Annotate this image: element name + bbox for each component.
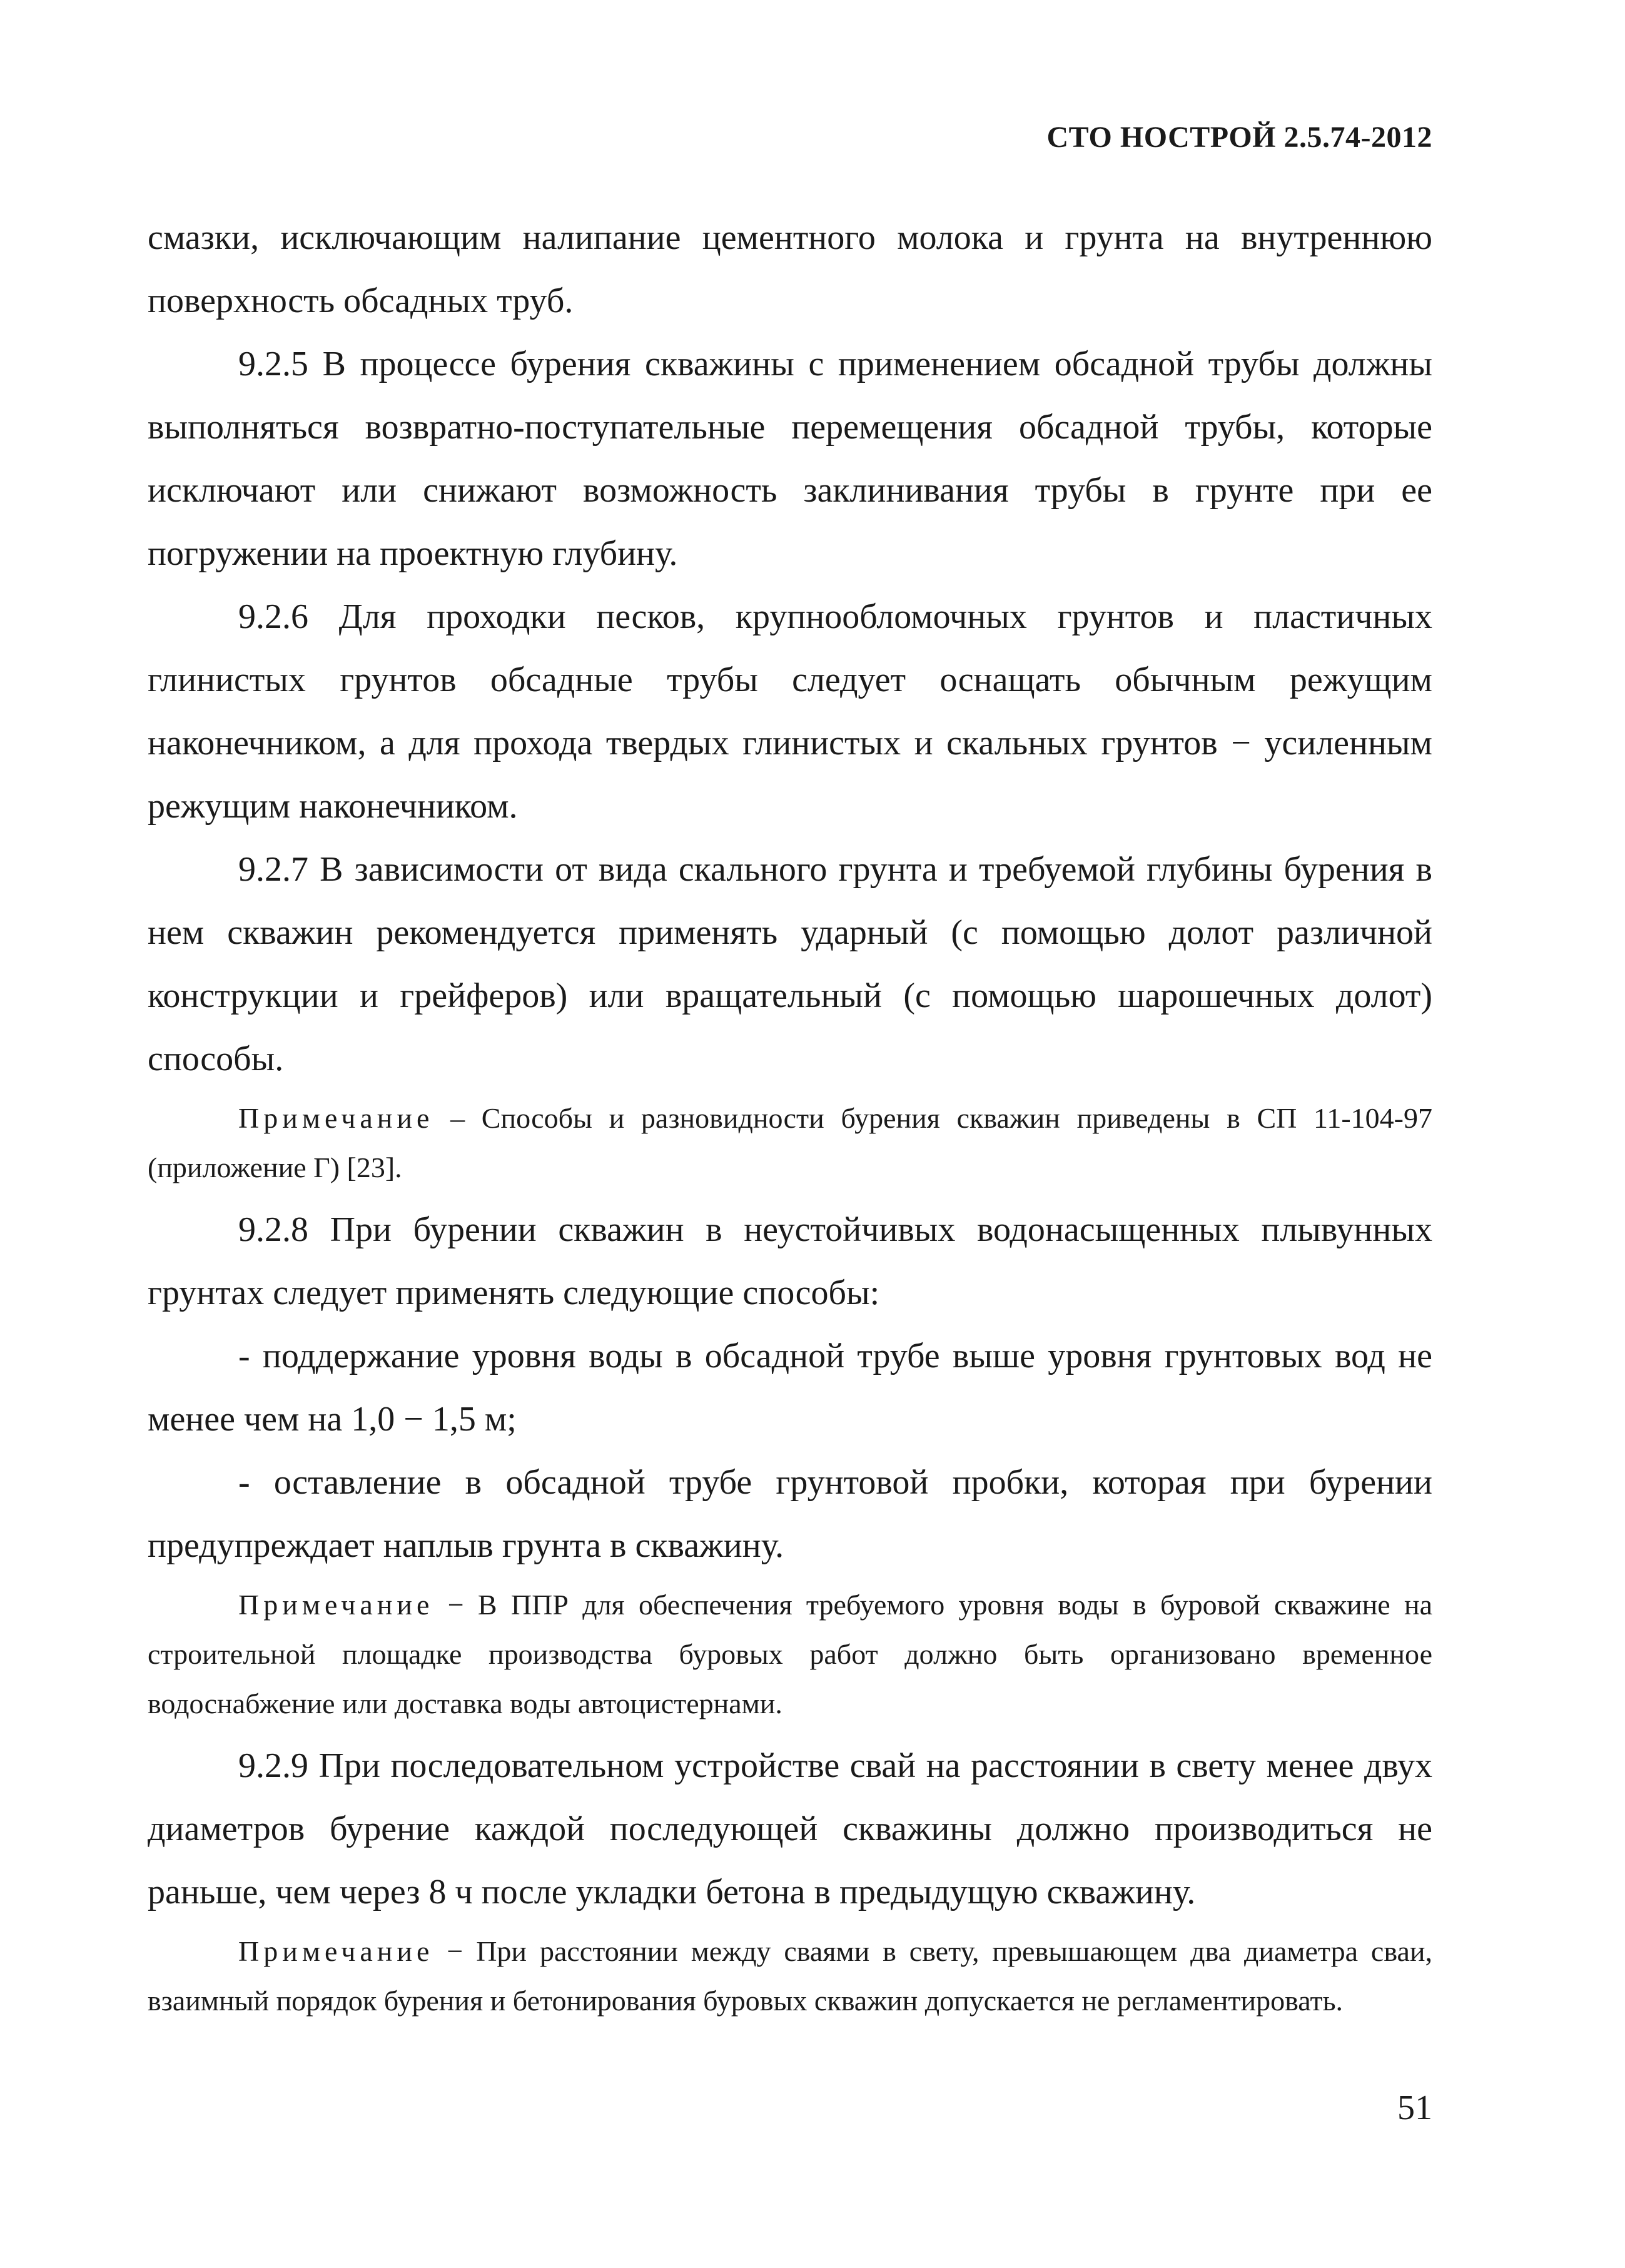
note-1 [148, 1093, 1432, 1192]
note-text: – Способы и разновидности бурения скважин приведены в СП 11-104-97 (приложение Г) [23]. [148, 1102, 1432, 1183]
paragraph-9-2-9: 9.2.9 При последовательном устройстве свай на расстоянии в свету менее двух диаметров бурение каждой последующей скважины должно производиться не раньше, чем через 8 ч после укладки бетона в предыдущую скважину. [148, 1746, 1432, 1911]
note-text: − В ППР для обеспечения требуемого уровня воды в буровой скважине на строительной площадке производства буровых работ должно быть организовано временное водоснабжение или доставка воды автоцистернами. [148, 1589, 1432, 1719]
paragraph-9-2-8: 9.2.8 При бурении скважин в неустойчивых водонасыщенных плывунных грунтах следует применять следующие способы: [148, 1210, 1432, 1312]
note-label: Примечание [238, 1935, 434, 1967]
note-label: Примечание [238, 1589, 434, 1621]
note-text: − При расстоянии между сваями в свету, превышающем два диаметра сваи, взаимный порядок бурения и бетонирования буровых скважин допускается не регламентировать. [148, 1935, 1432, 2017]
paragraph-9-2-7: 9.2.7 В зависимости от вида скального грунта и требуемой глубины бурения в нем скважин рекомендуется применять ударный (с помощью долот различной конструкции и грейферов) или вращательный (с помощью шарошечных долот) способы. [148, 850, 1432, 1078]
document-code-header: СТО НОСТРОЙ 2.5.74-2012 [1046, 121, 1432, 154]
paragraph-continuation: смазки, исключающим налипание цементного молока и грунта на внутреннюю поверхность обсадных труб. [148, 218, 1432, 320]
note-3 [148, 1926, 1432, 2025]
page-body [148, 206, 1432, 2032]
list-item-water-level: - поддержание уровня воды в обсадной трубе выше уровня грунтовых вод не менее чем на 1,0 − 1,5 м; [148, 1337, 1432, 1439]
page-number: 51 [1397, 2088, 1432, 2127]
paragraph-9-2-5: 9.2.5 В процессе бурения скважины с применением обсадной трубы должны выполняться возвратно-поступательные перемещения обсадной трубы, которые исключают или снижают возможность заклинивания трубы в грунте при ее погружении на проектную глубину. [148, 345, 1432, 573]
list-item-soil-plug: - оставление в обсадной трубе грунтовой пробки, которая при бурении предупреждает наплыв грунта в скважину. [148, 1463, 1432, 1565]
note-2 [148, 1580, 1432, 1728]
note-label: Примечание [238, 1102, 434, 1134]
paragraph-9-2-6: 9.2.6 Для проходки песков, крупнообломочных грунтов и пластичных глинистых грунтов обсадные трубы следует оснащать обычным режущим наконечником, а для прохода твердых глинистых и скальных грунтов − усиленным режущим наконечником. [148, 597, 1432, 826]
